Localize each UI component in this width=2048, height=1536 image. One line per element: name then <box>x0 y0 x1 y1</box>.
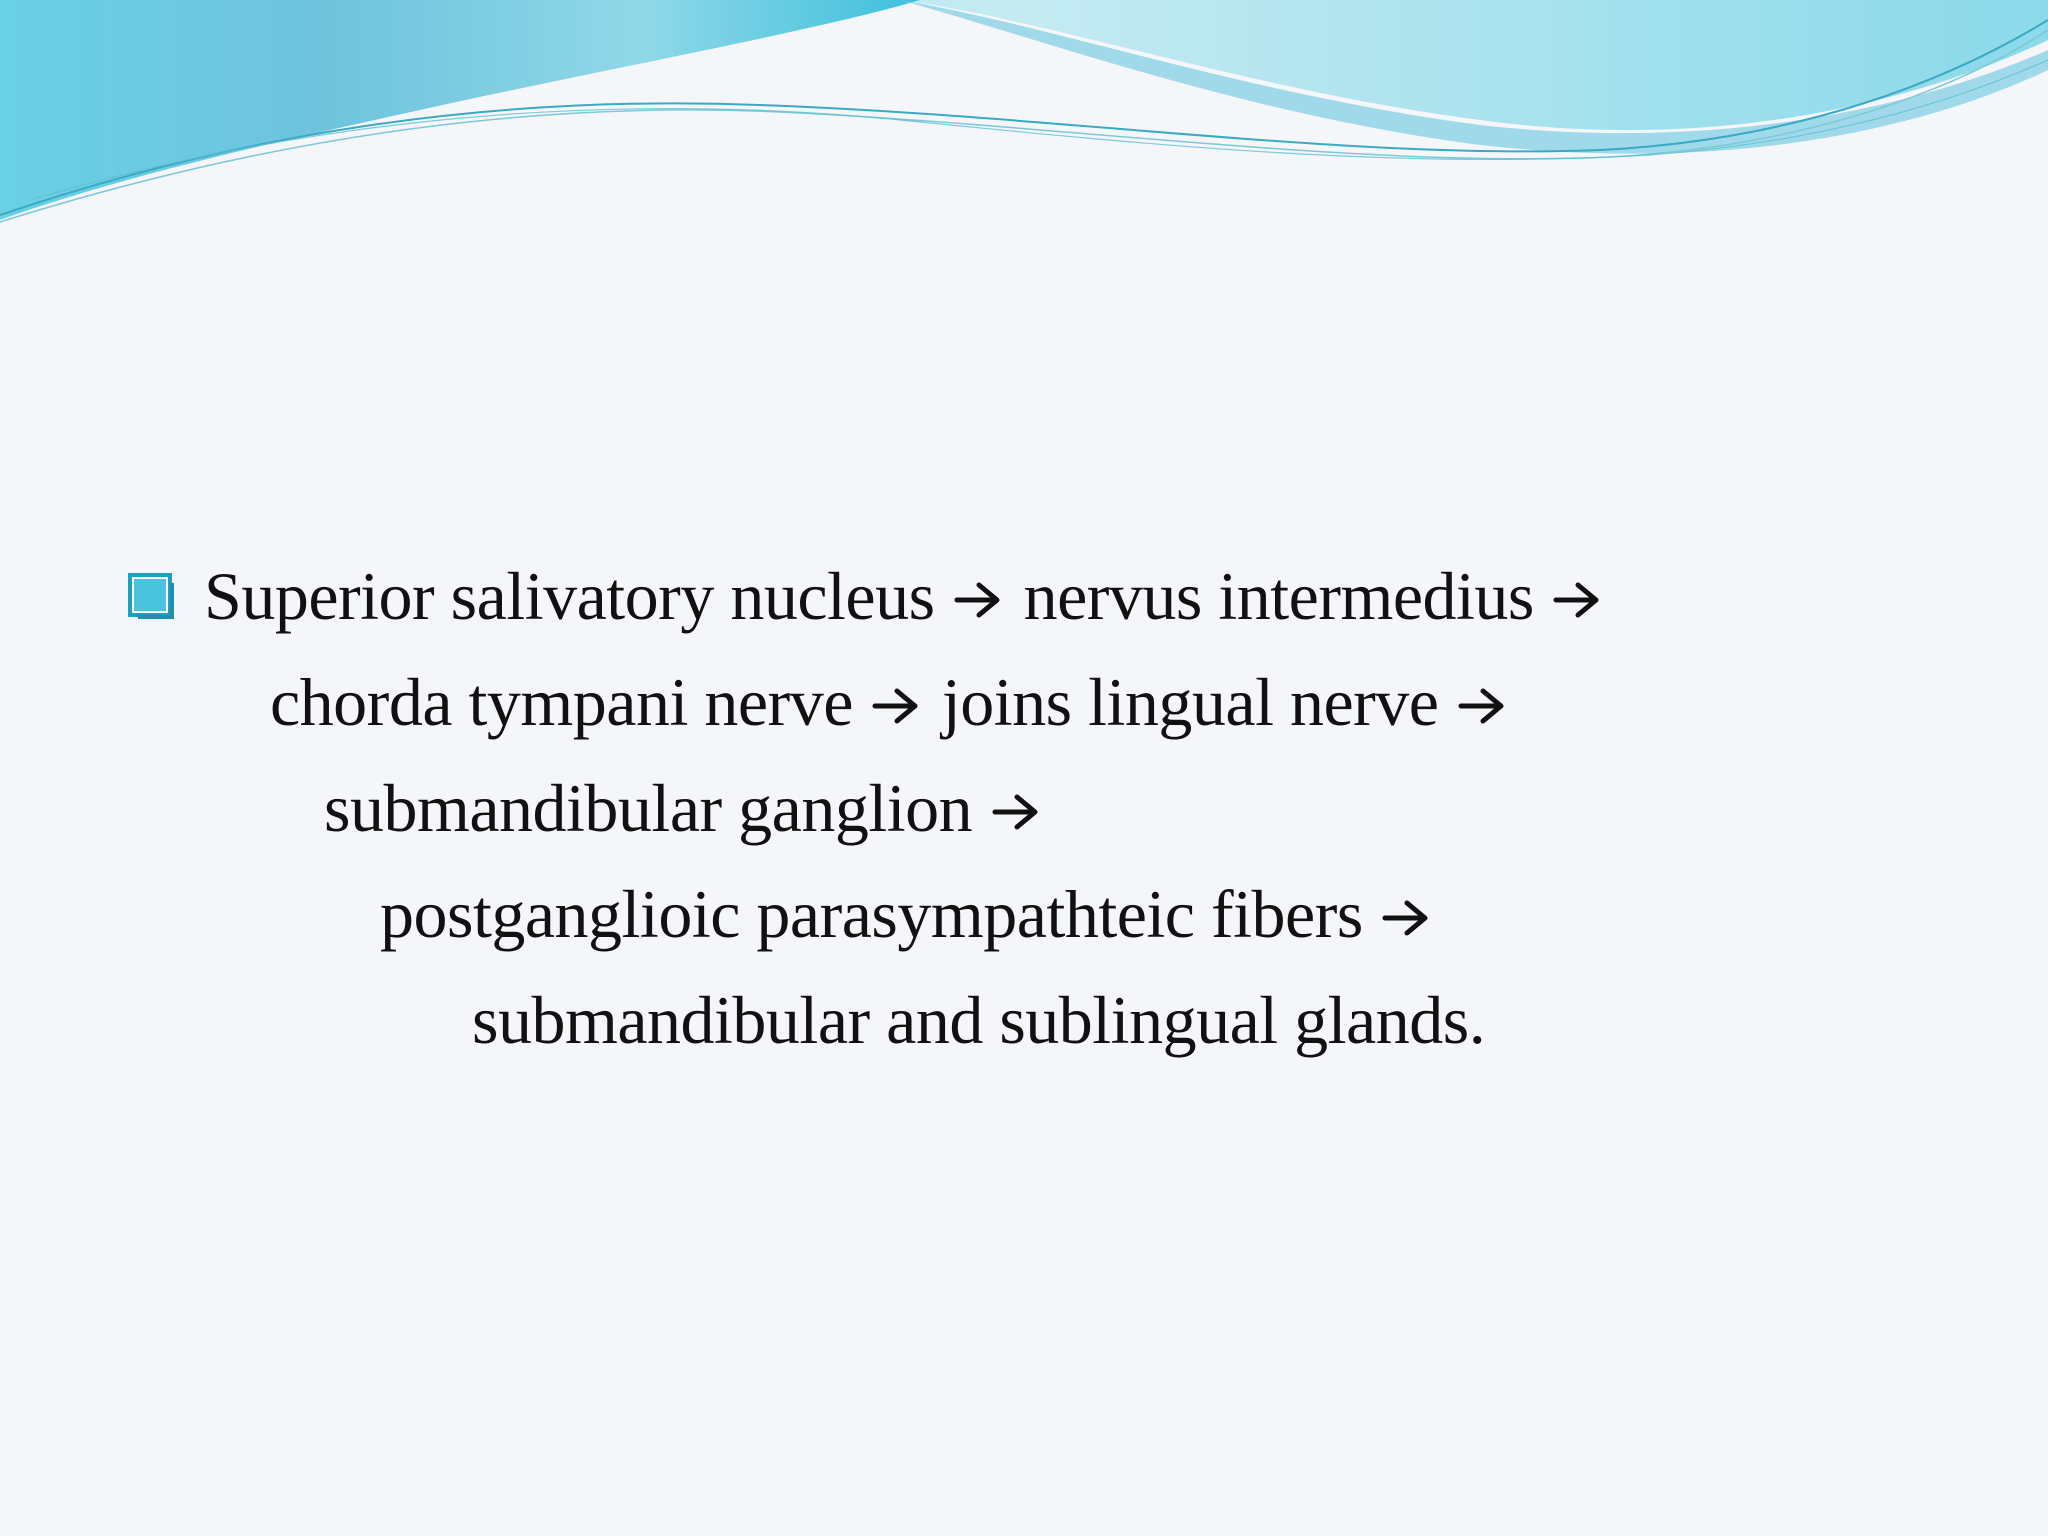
bullet-line-1 <box>204 556 1606 636</box>
line-4-text-a: postganglioic parasympathteic fibers <box>380 876 1380 952</box>
right-arrow-icon <box>1379 895 1435 941</box>
square-bullet-icon <box>128 573 174 619</box>
line-3-text-a: submandibular ganglion <box>324 770 989 846</box>
right-arrow-icon <box>989 789 1045 835</box>
bullet-line-4 <box>380 874 1435 954</box>
right-arrow-icon <box>869 683 925 729</box>
line-2-text-a: chorda tympani nerve <box>270 664 870 740</box>
bullet-line-5 <box>472 980 1485 1060</box>
line-2-text-b: joins lingual nerve <box>941 664 1455 740</box>
right-arrow-icon <box>1550 577 1606 623</box>
right-arrow-icon <box>1455 683 1511 729</box>
line-1-text-b: nervus intermedius <box>1023 558 1551 634</box>
bullet-line-3 <box>324 768 1045 848</box>
bullet-line-2 <box>270 662 1511 742</box>
line-5-text-a: submandibular and sublingual glands. <box>472 982 1486 1058</box>
line-1-text-a: Superior salivatory nucleus <box>204 558 952 634</box>
right-arrow-icon <box>951 577 1007 623</box>
